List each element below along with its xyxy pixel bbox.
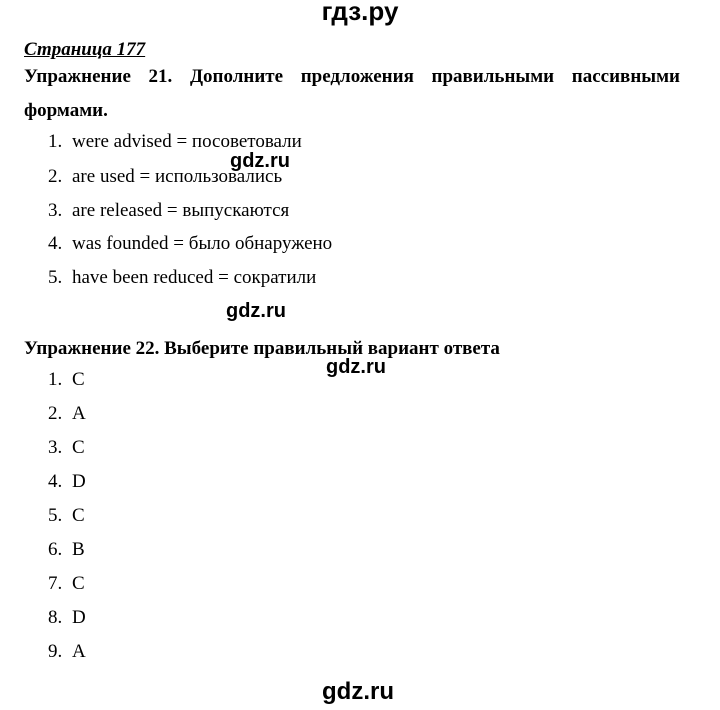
answer-number: 2.: [48, 403, 63, 424]
answer-number: 4.: [48, 233, 63, 254]
answer-text: A: [72, 641, 86, 662]
answer-number: 1.: [48, 131, 63, 152]
exercise-21-answer-item: [48, 233, 332, 255]
answer-text: A: [72, 403, 86, 424]
watermark: gdz.ru: [230, 150, 290, 172]
answer-text: C: [72, 437, 85, 458]
exercise-22-answer-item: [48, 403, 86, 425]
answer-text: was founded = было обнаружено: [72, 233, 333, 254]
exercise-22-answer-item: [48, 539, 85, 561]
answer-text: C: [72, 573, 85, 594]
answer-number: 6.: [48, 539, 63, 560]
answer-number: 8.: [48, 607, 63, 628]
exercise-22-answer-item: [48, 607, 86, 629]
answer-number: 3.: [48, 437, 63, 458]
answer-text: B: [72, 539, 85, 560]
page-reference: Страница 177: [24, 39, 146, 60]
answer-text: have been reduced = сократили: [72, 267, 317, 288]
exercise-21-answer-item: [48, 200, 289, 222]
answer-number: 2.: [48, 166, 63, 187]
exercise-22-answer-item: [48, 437, 85, 459]
answer-text: C: [72, 369, 85, 390]
exercise-22-answer-item: [48, 573, 85, 595]
exercise-22-answer-item: [48, 471, 86, 493]
exercise-22-title: Упражнение 22. Выберите правильный вариант ответа: [24, 338, 500, 359]
answer-number: 3.: [48, 200, 63, 221]
exercise-22-answer-item: [48, 369, 85, 391]
exercise-22-answer-item: [48, 505, 85, 527]
answer-text: were advised = посоветовали: [72, 131, 302, 152]
answer-text: D: [72, 607, 86, 628]
answer-number: 5.: [48, 267, 63, 288]
site-header-title: гдз.ру: [321, 0, 399, 26]
answer-number: 4.: [48, 471, 63, 492]
answer-text: C: [72, 505, 85, 526]
answer-number: 9.: [48, 641, 63, 662]
exercise-21-answer-item: [48, 267, 316, 289]
watermark: gdz.ru: [326, 356, 386, 378]
watermark: gdz.ru: [226, 300, 286, 322]
exercise-21-title-line2: формами.: [24, 100, 108, 121]
answer-number: 5.: [48, 505, 63, 526]
answer-number: 7.: [48, 573, 63, 594]
exercise-21-title-line1: Упражнение 21. Дополните предложения правильными пассивными: [24, 66, 680, 87]
exercise-22-answer-item: [48, 641, 86, 663]
watermark: gdz.ru: [322, 678, 394, 705]
answer-text: D: [72, 471, 86, 492]
answer-number: 1.: [48, 369, 63, 390]
answer-text: are released = выпускаются: [72, 200, 290, 221]
answer-text: are used = использовались: [72, 166, 283, 187]
